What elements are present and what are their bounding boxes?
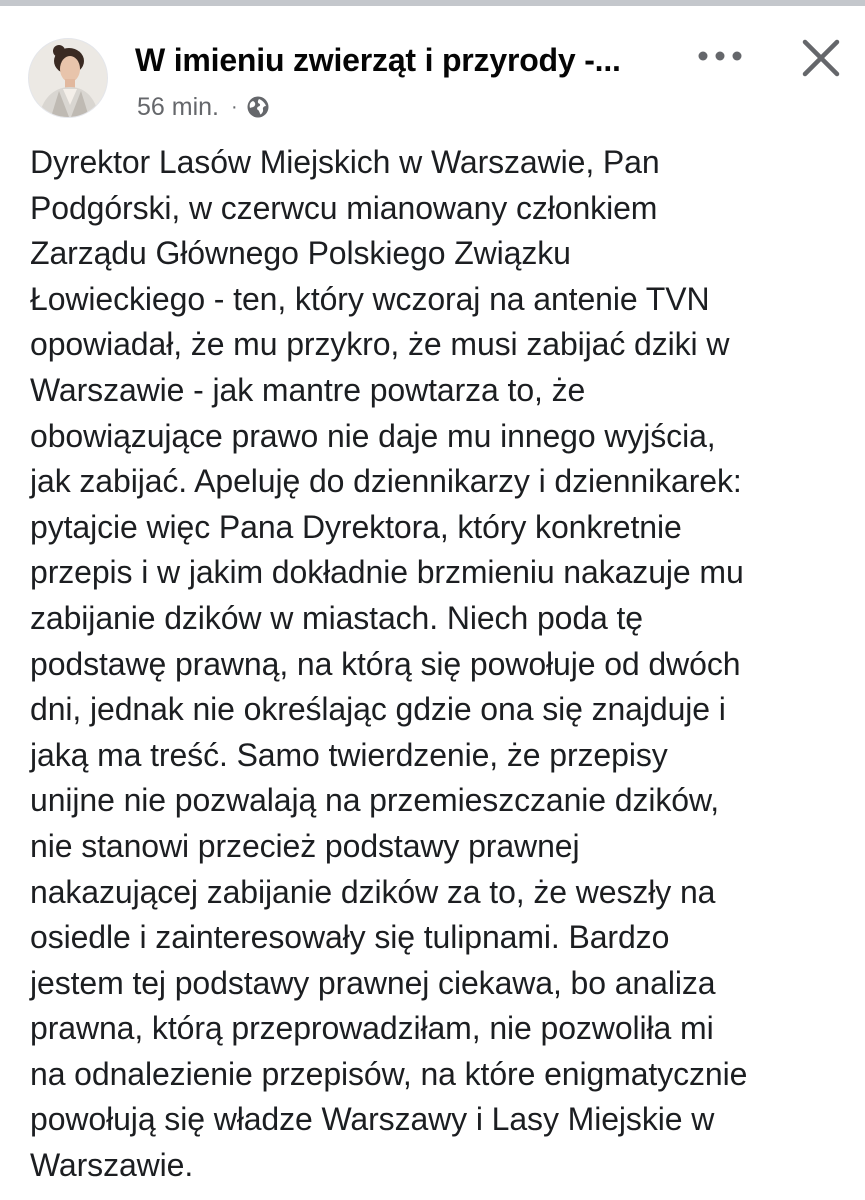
meta-separator: · <box>230 95 238 118</box>
post-timestamp[interactable]: 56 min. <box>137 92 219 121</box>
close-icon <box>801 38 841 78</box>
post-card <box>0 6 865 1200</box>
more-options-button[interactable] <box>690 36 750 76</box>
more-horizontal-icon <box>697 50 743 62</box>
post-body-text: Dyrektor Lasów Miejskich w Warszawie, Pan Podgórski, w czerwcu mianowany członkiem Zarządu Głównego Polskiego Związku Łowieckiego - ten, który wczoraj na antenie TVN opowiadał, że mu przykro, że musi zabijać dziki w Warszawie - jak mantre powtarza to, że obowiązujące prawo nie daje mu innego wyjścia, jak zabijać. Apeluję do dziennikarzy i dziennikarek: pytajcie więc Pana Dyrektora, który konkretnie przepis i w jakim dokładnie brzmieniu nakazuje mu zabijanie dzików w miastach. Niech poda tę podstawę prawną, na którą się powołuje od dwóch dni, jednak nie określając gdzie ona się znajduje i jaką ma treść. Samo twierdzenie, że przepisy unijne nie pozwalają na przemieszczanie dzików, nie stanowi przecież podstawy prawnej nakazującej zabijanie dzików za to, że weszły na osiedle i zainteresowały się tulipnami. Bardzo jestem tej podstawy prawnej ciekawa, bo analiza prawna, którą przeprowadziłam, nie pozwoliła mi na odnalezienie przepisów, na które enigmatycznie powołują się władze Warszawy i Lasy Miejskie w Warszawie. <box>30 144 748 1184</box>
close-button[interactable] <box>795 32 847 84</box>
avatar-image <box>29 39 107 117</box>
page-author-name[interactable]: W imieniu zwierząt i przyrody -... <box>135 42 621 78</box>
post-meta <box>137 90 270 124</box>
globe-icon[interactable] <box>246 95 270 119</box>
avatar[interactable] <box>28 38 108 118</box>
